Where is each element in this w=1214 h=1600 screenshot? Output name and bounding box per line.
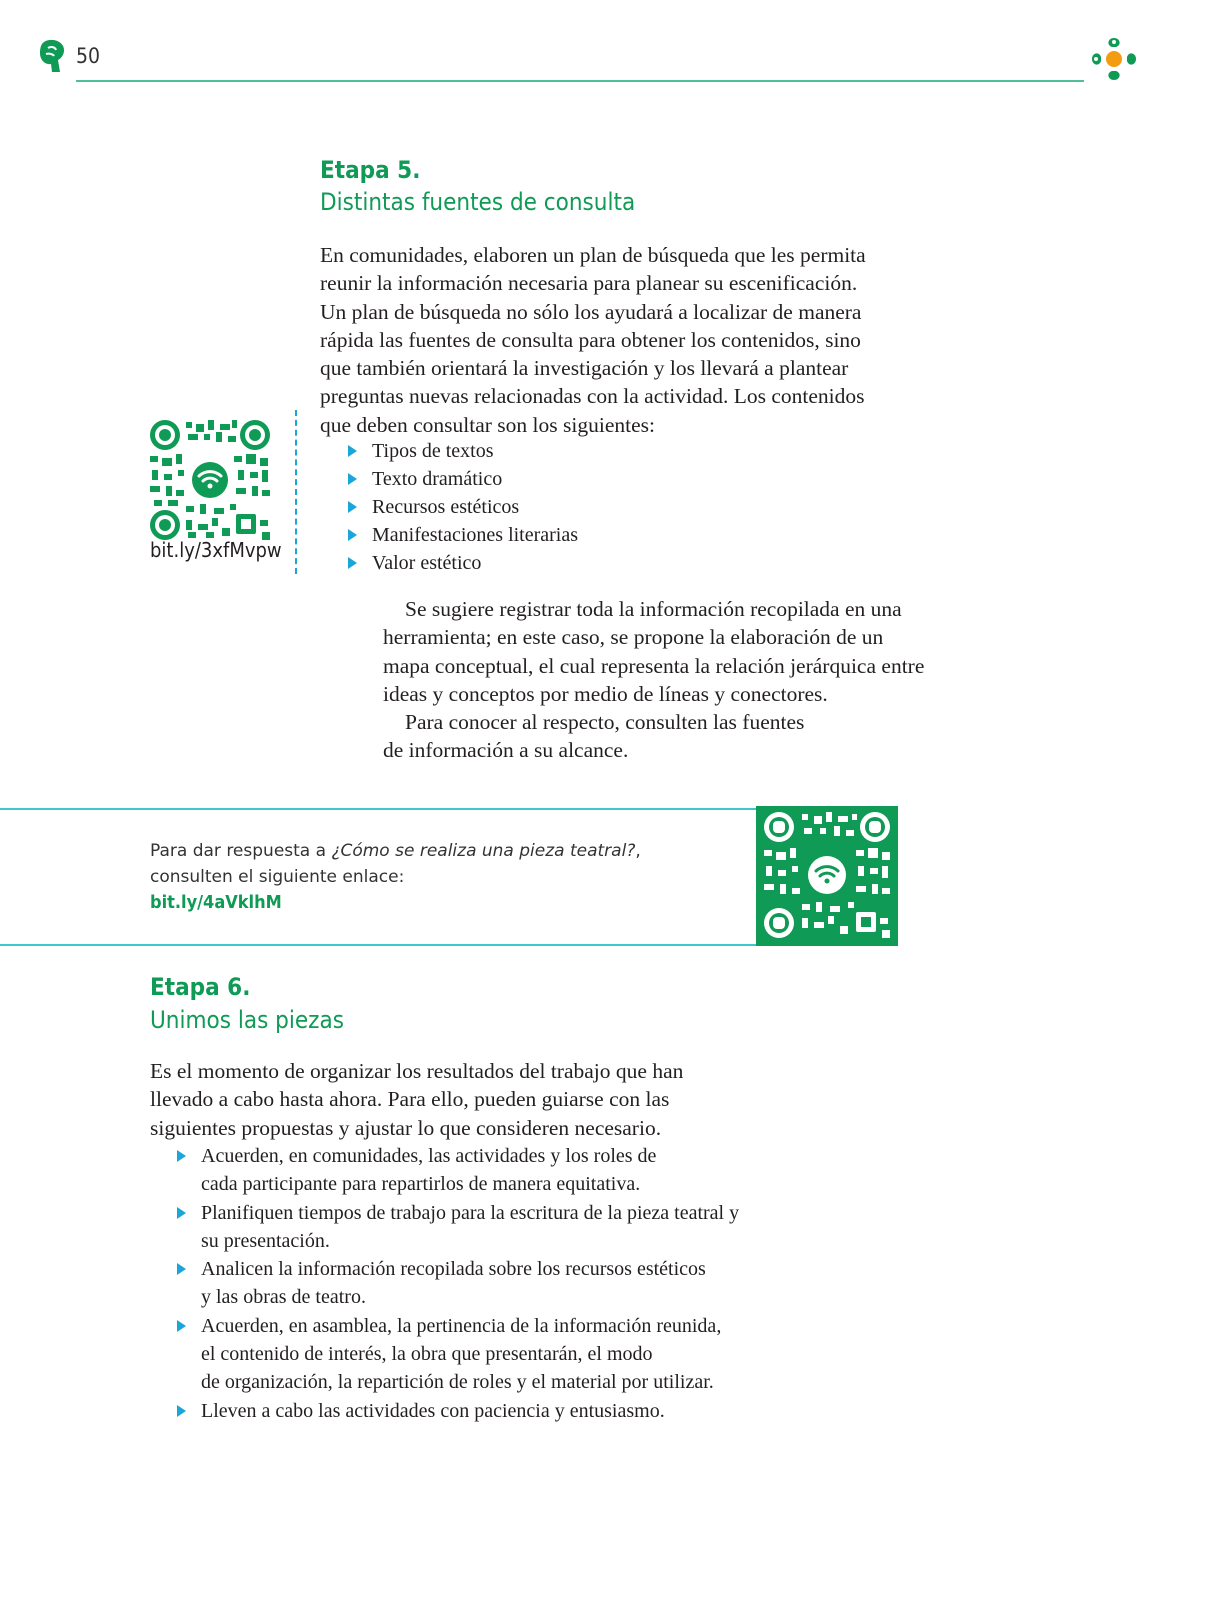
list-item-text: y las obras de teatro. xyxy=(201,1286,366,1309)
bullet-arrow-icon xyxy=(348,557,357,569)
stage-6-subtitle: Unimos las piezas xyxy=(150,1006,344,1034)
header-rule xyxy=(76,80,1084,82)
list-item xyxy=(177,1255,797,1312)
link-callout-url[interactable]: bit.ly/4aVklhM xyxy=(150,892,282,913)
stage-6-intro xyxy=(150,1057,790,1142)
stage-5-content-list xyxy=(348,437,578,577)
text-line: Un plan de búsqueda no sólo los ayudará a localizar de manera xyxy=(320,299,862,324)
link-callout-suffix: , xyxy=(635,841,641,861)
list-item-text: el contenido de interés, la obra que presentarán, el modo xyxy=(201,1343,653,1366)
flower-icon xyxy=(1086,32,1142,86)
page-number: 50 xyxy=(76,44,101,68)
text-line: reunir la información necesaria para planear su escenificación. xyxy=(320,271,858,296)
list-item xyxy=(348,465,578,493)
list-item-text: de organización, la repartición de roles y el material por utilizar. xyxy=(201,1371,714,1394)
text-line: que también orientará la investigación y los llevará a plantear xyxy=(320,356,849,381)
list-item-text: su presentación. xyxy=(201,1229,330,1252)
list-item-text: Analicen la información recopilada sobre los recursos estéticos xyxy=(201,1258,706,1281)
list-item xyxy=(177,1142,797,1199)
text-line: que deben consultar son los siguientes: xyxy=(320,412,655,437)
bullet-arrow-icon xyxy=(177,1207,186,1219)
bullet-arrow-icon xyxy=(348,501,357,513)
stage-5-intro xyxy=(320,241,960,439)
bullet-arrow-icon xyxy=(177,1320,186,1332)
list-item-text: Valor estético xyxy=(372,552,482,574)
link-callout-prefix: Para dar respuesta a xyxy=(150,841,332,861)
list-item xyxy=(177,1397,797,1425)
bullet-arrow-icon xyxy=(177,1263,186,1275)
stage-5-title: Etapa 5. xyxy=(320,156,421,184)
list-item xyxy=(177,1312,797,1397)
list-item-text: Acuerden, en comunidades, las actividades y los roles de xyxy=(201,1145,657,1167)
text-line: siguientes propuestas y ajustar lo que consideren necesario. xyxy=(150,1115,662,1140)
text-line: herramienta; en este caso, se propone la elaboración de un xyxy=(383,625,884,650)
text-line: de información a su alcance. xyxy=(383,738,629,763)
list-item-text: Planifiquen tiempos de trabajo para la escritura de la pieza teatral y xyxy=(201,1201,740,1224)
bullet-arrow-icon xyxy=(177,1405,186,1417)
dashed-divider xyxy=(295,410,297,574)
leaf-figure-icon xyxy=(36,38,68,74)
stage-5-closing xyxy=(383,595,983,765)
text-line: mapa conceptual, el cual representa la relación jerárquica entre xyxy=(383,653,925,678)
list-item xyxy=(348,521,578,549)
list-item-text: Texto dramático xyxy=(372,468,503,490)
list-item-text: Manifestaciones literarias xyxy=(372,524,579,546)
link-callout-line: consulten el siguiente enlace: xyxy=(150,867,405,887)
list-item xyxy=(348,493,578,521)
list-item-text: Recursos estéticos xyxy=(372,496,520,518)
list-item xyxy=(348,437,578,465)
stage-5-subtitle: Distintas fuentes de consulta xyxy=(320,188,636,216)
bullet-arrow-icon xyxy=(348,445,357,457)
text-line: En comunidades, elaboren un plan de búsqueda que les permita xyxy=(320,243,866,267)
list-item-text: Tipos de textos xyxy=(372,440,494,462)
qr-code-icon[interactable] xyxy=(150,420,270,540)
stage-6-proposal-list xyxy=(177,1142,797,1425)
link-callout-line xyxy=(150,838,710,864)
list-item xyxy=(177,1199,797,1256)
list-item-text: cada participante para repartirlos de manera equitativa. xyxy=(201,1173,641,1196)
list-item-text: Acuerden, en asamblea, la pertinencia de la información reunida, xyxy=(201,1314,722,1337)
text-line: llevado a cabo hasta ahora. Para ello, pueden guiarse con las xyxy=(150,1087,670,1112)
list-item xyxy=(348,549,578,577)
bullet-arrow-icon xyxy=(177,1150,186,1162)
qr-code-icon[interactable] xyxy=(764,812,890,938)
text-line: Para conocer al respecto, consulten las fuentes xyxy=(405,710,805,735)
link-callout-text xyxy=(150,838,710,916)
text-line: rápida las fuentes de consulta para obtener los contenidos, sino xyxy=(320,327,861,352)
bullet-arrow-icon xyxy=(348,529,357,541)
text-line: Es el momento de organizar los resultados del trabajo que han xyxy=(150,1059,684,1083)
text-line: preguntas nuevas relacionadas con la actividad. Los contenidos xyxy=(320,384,865,409)
link-callout-question: ¿Cómo se realiza una pieza teatral? xyxy=(331,841,636,861)
text-line: Se sugiere registrar toda la información recopilada en una xyxy=(405,597,902,621)
qr-short-link[interactable]: bit.ly/3xfMvpw xyxy=(150,538,282,562)
bullet-arrow-icon xyxy=(348,473,357,485)
text-line: ideas y conceptos por medio de líneas y conectores. xyxy=(383,681,828,706)
stage-6-title: Etapa 6. xyxy=(150,973,251,1001)
list-item-text: Lleven a cabo las actividades con paciencia y entusiasmo. xyxy=(201,1399,665,1422)
